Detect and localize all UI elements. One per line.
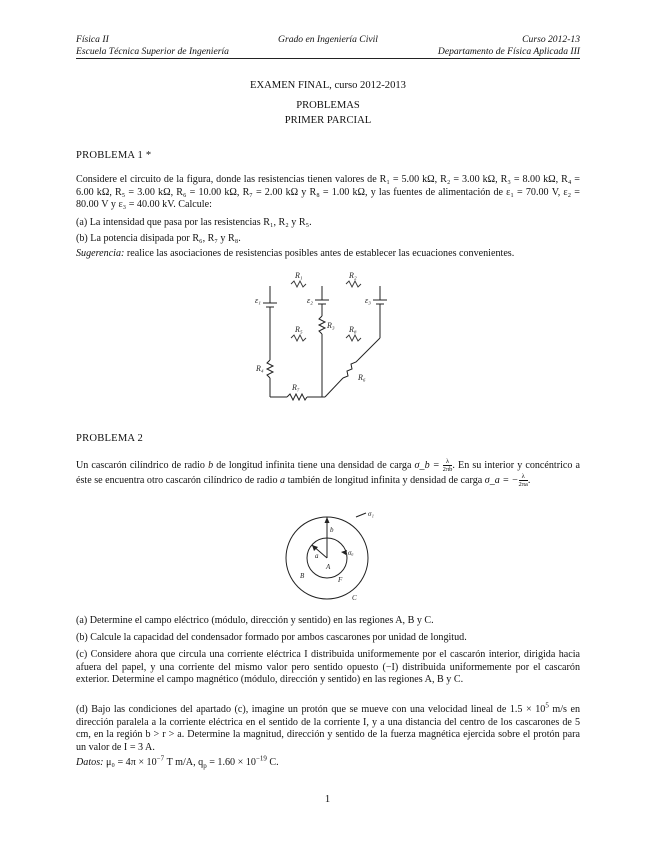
sigma-b-label: σ_b = bbox=[414, 459, 443, 471]
problem2-heading: PROBLEMA 2 bbox=[76, 433, 144, 444]
sigma-b-numerator: λ bbox=[443, 458, 453, 466]
resistor-r1 bbox=[291, 281, 306, 287]
item-d-text-b: m/s en dirección paralela a la corriente eléctrica en el sentido de la corriente I, y a una distancia del centro de los cascarones de 5 cm, en la región b > r > a. Determine la magnitud, dirección y sentido de la fuerza magnética ejercida sobre el protón para un valor de I = 3 A. bbox=[76, 704, 580, 753]
problem2-intro-a: Un cascarón cilíndrico de radio bbox=[76, 459, 209, 471]
label-r7: R₇ bbox=[292, 383, 300, 392]
exam-title: EXAMEN FINAL, curso 2012-2013 bbox=[250, 80, 406, 91]
label-region-c: C bbox=[352, 594, 357, 602]
hint-label: Sugerencia: bbox=[76, 248, 125, 259]
label-sigma-in: σₐ bbox=[348, 549, 354, 557]
problem1-item-a: (a) La intensidad que pasa por las resistencias R₁, R₂ y R₅. bbox=[76, 217, 312, 228]
e2-value: ε₂ = 80.00 V y bbox=[76, 186, 580, 211]
page-number: 1 bbox=[324, 794, 331, 805]
label-a: a bbox=[315, 552, 319, 560]
label-b: b bbox=[330, 526, 334, 534]
problem1-hint bbox=[76, 248, 580, 261]
resistor-r2 bbox=[346, 281, 361, 287]
problem1-heading: PROBLEMA 1 * bbox=[76, 150, 152, 161]
hint-text: realice las asociaciones de resistencias posibles antes de establecer las ecuaciones convenientes. bbox=[124, 248, 515, 259]
item-d-text-a: (d) Bajo las condiciones del apartado (c), imagine un protón que se mueve con una velocidad lineal de 1.5 × 10 bbox=[76, 704, 546, 715]
sigma-in-arrowhead bbox=[341, 550, 347, 555]
resistor-r3 bbox=[319, 316, 325, 334]
problem2-intro-d: también de longitud infinita y densidad de carga bbox=[285, 474, 485, 486]
qp-subscript: p bbox=[203, 762, 207, 771]
problem1-item-b: (b) La potencia disipada por R₆, R₇ y R₈. bbox=[76, 233, 241, 244]
label-region-a: A bbox=[326, 563, 331, 571]
header-degree: Grado en Ingeniería Civil bbox=[278, 34, 378, 45]
resistor-r8 bbox=[346, 335, 361, 341]
qp-exponent: −19 bbox=[255, 754, 267, 763]
problem2-statement bbox=[76, 458, 580, 488]
r8-value: R₈ = 1.00 kΩ, bbox=[309, 186, 368, 198]
wire-diag-1 bbox=[325, 378, 343, 397]
label-r1: R₁ bbox=[295, 271, 303, 280]
problem2-data bbox=[76, 754, 580, 771]
r1-value: R₁ = 5.00 kΩ, bbox=[379, 174, 441, 185]
radius-a: a bbox=[280, 474, 286, 486]
label-e3: ε₃ bbox=[365, 296, 371, 305]
problem2-item-d bbox=[76, 701, 580, 754]
header-department: Departamento de Física Aplicada III bbox=[437, 46, 580, 57]
circuit-diagram bbox=[245, 268, 405, 410]
sigma-a-fraction bbox=[519, 473, 528, 488]
label-sigma: σ₁ bbox=[368, 510, 374, 518]
section-title: PROBLEMAS bbox=[296, 100, 360, 111]
label-f: F bbox=[338, 576, 343, 584]
label-r6: R₆ bbox=[358, 373, 366, 382]
e3-value: ε₃ = 40.00 kV. bbox=[118, 199, 179, 211]
resistor-r5 bbox=[291, 335, 306, 341]
problem2-intro-e: . bbox=[527, 474, 531, 486]
problem2-item-c: (c) Considere ahora que circula una corriente eléctrica I distribuida uniformemente por el cascarón interior, dirigida hacia afuera del papel, y una corriente del mismo valor pero sentido opuesto (−I) distribuida uniformemente por el cascarón exterior. Determine el campo magnético (módulo, dirección y sentido) en las regiones A, B y C. bbox=[76, 649, 580, 686]
label-e1: ε₁ bbox=[255, 296, 261, 305]
problem2-intro-b: de longitud infinita tiene una densidad de carga bbox=[213, 459, 415, 471]
mu0-text: μ₀ = 4π × 10 bbox=[103, 757, 157, 768]
label-r4: R₄ bbox=[256, 364, 264, 373]
label-r5: R₅ bbox=[295, 325, 303, 334]
sigma-a-numerator: λ bbox=[519, 473, 528, 481]
label-e2: ε₂ bbox=[307, 296, 313, 305]
sigma-leader bbox=[356, 513, 366, 517]
item-d-exponent: 5 bbox=[545, 701, 549, 710]
problem1-intro-a: Considere el circuito de la figura, donde las resistencias tienen valores de bbox=[76, 174, 380, 185]
sigma-a-denominator: 2πa bbox=[518, 481, 528, 488]
r3-value: R₃ = 8.00 kΩ, bbox=[500, 174, 562, 185]
header-school: Escuela Técnica Superior de Ingeniería bbox=[76, 46, 229, 57]
radius-b: b bbox=[208, 459, 214, 471]
problem1-intro-b: y las fuentes de alimentación de bbox=[367, 186, 507, 198]
problem2-intro-c: . En su interior y concéntrico a éste se encuentra otro cascarón cilíndrico de radio bbox=[76, 459, 581, 486]
sigma-a-label: σ_a = − bbox=[484, 474, 519, 486]
header-divider bbox=[76, 58, 580, 59]
problem1-statement bbox=[76, 174, 580, 212]
qp-text: = 1.60 × 10 bbox=[206, 757, 256, 768]
problem1-calc: Calcule: bbox=[178, 199, 212, 211]
sigma-b-denominator: 2πb bbox=[442, 466, 453, 473]
mu0-units: T m/A, q bbox=[164, 757, 204, 768]
e1-value: ε₁ = 70.00 V, bbox=[506, 186, 564, 198]
resistor-r6 bbox=[343, 360, 358, 378]
resistor-r7 bbox=[287, 394, 307, 400]
r6-value: R₆ = 10.00 kΩ, bbox=[176, 186, 243, 198]
r2-value: R₂ = 3.00 kΩ, bbox=[440, 174, 498, 185]
label-r2: R₂ bbox=[349, 271, 357, 280]
sigma-b-fraction bbox=[443, 458, 453, 473]
data-label: Datos: bbox=[76, 757, 104, 768]
wire-diag-2 bbox=[358, 338, 380, 360]
resistor-r4 bbox=[267, 360, 273, 378]
part-title: PRIMER PARCIAL bbox=[284, 115, 372, 126]
label-r8: R₈ bbox=[349, 325, 357, 334]
problem2-item-a: (a) Determine el campo eléctrico (módulo, dirección y sentido) en las regiones A, B y C. bbox=[76, 615, 434, 626]
r5-value: R₅ = 3.00 kΩ, bbox=[115, 186, 177, 198]
header-course: Física II bbox=[76, 34, 109, 45]
r4-value: R₄ = 6.00 kΩ, bbox=[76, 174, 581, 198]
header-year: Curso 2012-13 bbox=[522, 34, 580, 45]
r7-value: R₇ = 2.00 kΩ y bbox=[242, 186, 310, 198]
cylinder-diagram bbox=[274, 508, 380, 604]
mu0-exponent: −7 bbox=[156, 754, 165, 763]
label-region-b: B bbox=[300, 572, 305, 580]
problem2-item-b: (b) Calcule la capacidad del condensador formado por ambos cascarones por unidad de longitud. bbox=[76, 632, 467, 643]
radius-a-arrowhead bbox=[312, 545, 318, 551]
qp-units: C. bbox=[266, 757, 279, 768]
radius-b-arrowhead bbox=[325, 517, 330, 523]
label-r3: R₃ bbox=[327, 321, 335, 330]
